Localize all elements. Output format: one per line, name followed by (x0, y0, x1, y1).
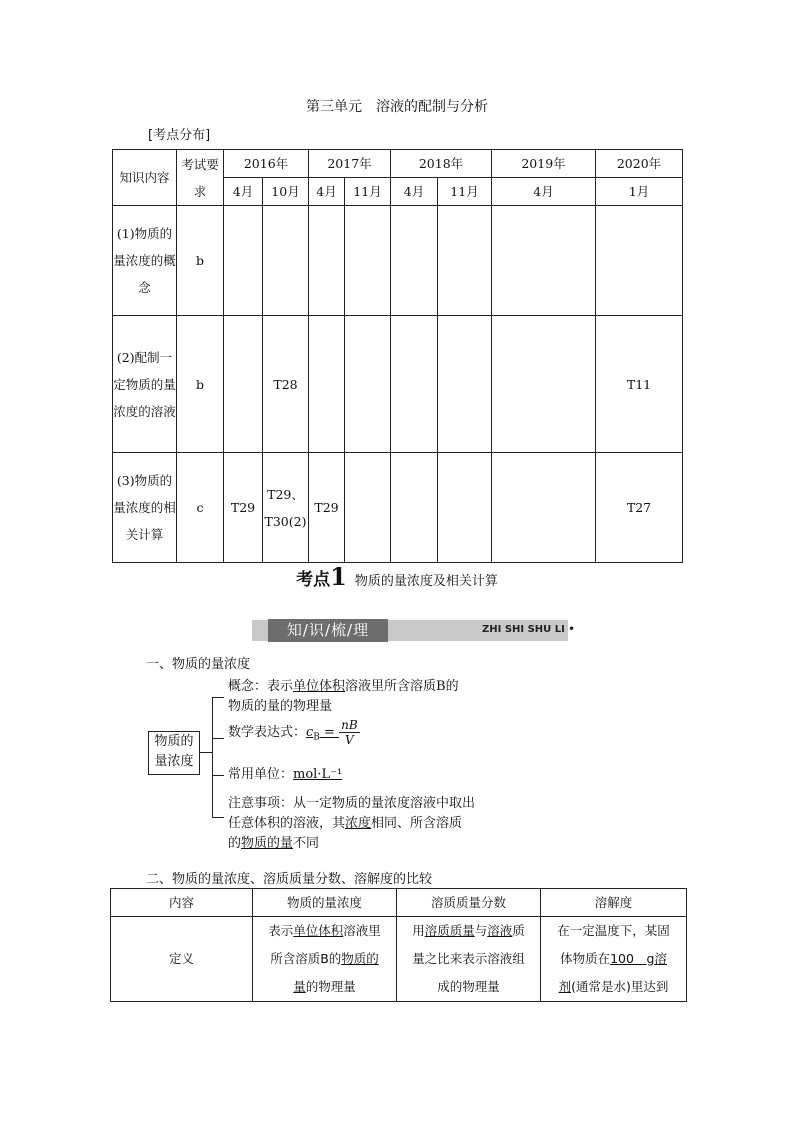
cell-line (397, 917, 540, 945)
page-title: 第三单元 溶液的配制与分析 (306, 99, 488, 115)
cell-line (253, 973, 396, 1001)
formula-numerator: nB (341, 718, 358, 732)
brace-tick (212, 775, 224, 776)
underlined-text: 100 g (610, 951, 655, 966)
brace-tick (212, 738, 224, 739)
formula (306, 718, 360, 747)
table-header-row (113, 150, 683, 178)
definition-cell (541, 917, 687, 1002)
header-year: 2020年 (596, 150, 683, 178)
table-row (113, 206, 683, 316)
header-month: 11月 (438, 178, 492, 206)
brace-tick (212, 817, 224, 818)
formula-c: c (306, 725, 314, 740)
text: 与 (474, 923, 488, 938)
kaodian-heading (0, 562, 794, 591)
table-cell (391, 453, 438, 563)
comparison-table (110, 888, 687, 1002)
table-cell: T27 (596, 453, 683, 563)
header-cell: 溶质质量分数 (397, 889, 541, 917)
table-cell (224, 316, 263, 453)
table-row (113, 316, 683, 453)
table-cell (345, 316, 391, 453)
table-cell: T29 (224, 453, 263, 563)
unit-label: 常用单位： (228, 767, 294, 782)
table-row (113, 453, 683, 563)
header-cell: 内容 (111, 889, 253, 917)
kaodian-number: 1 (330, 562, 347, 591)
brace-line (212, 697, 213, 817)
cell-line: 成的物理量 (437, 979, 500, 994)
formula-line (228, 718, 360, 748)
header-year: 2017年 (309, 150, 391, 178)
header-cell: 溶解度 (541, 889, 687, 917)
underlined-text: 物质的量 (241, 836, 294, 851)
concept-box: 物质的量浓度 (148, 731, 200, 775)
concept-line-2: 物质的量的物理量 (228, 699, 333, 714)
text: 所含溶质B的 (270, 951, 342, 966)
text: 用 (412, 923, 425, 938)
header-month: 1月 (596, 178, 683, 206)
formula-fraction (339, 718, 360, 747)
unit-value: mol·L⁻¹ (293, 767, 343, 782)
header-month: 11月 (345, 178, 391, 206)
note-line-2 (228, 814, 462, 834)
cell-line (541, 973, 686, 1001)
underlined-text: 溶液 (487, 923, 513, 938)
formula-label: 数学表达式： (228, 725, 307, 740)
note-line-1: 注意事项：从一定物质的量浓度溶液中取出 (228, 796, 476, 811)
header-month: 10月 (263, 178, 309, 206)
header-month: 4月 (492, 178, 596, 206)
section-title: 一、物质的量浓度 (146, 657, 251, 672)
table-cell (438, 316, 492, 453)
table-row (111, 917, 687, 1002)
requirement-cell: b (177, 316, 224, 453)
note-line-3 (228, 834, 319, 854)
kaodian-text: 物质的量浓度及相关计算 (354, 574, 498, 589)
table-cell: T28 (263, 316, 309, 453)
header-month: 4月 (224, 178, 263, 206)
cell-line (253, 945, 396, 973)
table-cell (391, 316, 438, 453)
distribution-label: [考点分布] (148, 128, 211, 143)
cell-line (541, 945, 686, 973)
text: 任意体积的溶液，其 (228, 816, 346, 831)
table-cell (309, 206, 345, 316)
table-header-row (111, 889, 687, 917)
header-year: 2019年 (492, 150, 596, 178)
text: 概念：表示 (228, 679, 294, 694)
table-cell: T11 (596, 316, 683, 453)
table-cell: T29 (309, 453, 345, 563)
header-cell: 物质的量浓度 (253, 889, 397, 917)
text: 的物理量 (305, 979, 356, 994)
banner-title: 知/识/梳/理 (268, 619, 388, 642)
cell-line: 量之比来表示溶液组 (412, 951, 525, 966)
concept-line (228, 677, 459, 697)
header-year: 2018年 (391, 150, 492, 178)
header-month: 4月 (391, 178, 438, 206)
exam-distribution-table (112, 149, 683, 563)
requirement-cell: b (177, 206, 224, 316)
formula-sub: B (313, 732, 320, 743)
text: 质 (512, 923, 525, 938)
definition-cell (397, 917, 541, 1002)
definition-cell (253, 917, 397, 1002)
table-cell: T29、T30(2) (263, 453, 309, 563)
underlined-text: 溶质质量 (424, 923, 475, 938)
formula-eq: = (319, 725, 340, 740)
table-cell (438, 453, 492, 563)
table-cell (438, 206, 492, 316)
table-cell (263, 206, 309, 316)
knowledge-cell: (2)配制一定物质的量浓度的溶液 (113, 316, 177, 453)
table-cell (309, 316, 345, 453)
cell-line (253, 917, 396, 945)
brace-connector (199, 752, 212, 753)
table-cell (345, 206, 391, 316)
row-label: 定义 (111, 917, 253, 1002)
header-knowledge: 知识内容 (113, 150, 177, 206)
text: (通常是水)里达到 (571, 979, 669, 994)
knowledge-cell: (1)物质的量浓度的概念 (113, 206, 177, 316)
underlined-text: 单位体积 (293, 679, 346, 694)
table-cell (391, 206, 438, 316)
text: 表示 (268, 923, 294, 938)
text: 相同、所含溶质 (371, 816, 463, 831)
text: 溶液里 (343, 923, 381, 938)
section-title: 二、物质的量浓度、溶质质量分数、溶解度的比较 (146, 872, 433, 887)
table-cell (224, 206, 263, 316)
header-year: 2016年 (224, 150, 309, 178)
text: 的 (228, 836, 242, 851)
formula-denominator: V (345, 733, 354, 747)
underlined-text: 物质的 (341, 951, 379, 966)
underlined-text: 量 (293, 979, 306, 994)
table-cell (492, 453, 596, 563)
underlined-text: 浓度 (345, 816, 372, 831)
brace-tick (212, 697, 224, 698)
text: 体物质在 (560, 951, 611, 966)
cell-line: 在一定温度下，某固 (557, 923, 670, 938)
table-cell (492, 206, 596, 316)
requirement-cell: c (177, 453, 224, 563)
underlined-text: 溶 (654, 951, 667, 966)
header-requirement: 考试要求 (177, 150, 224, 206)
banner-subtitle: ZHI SHI SHU LI • (482, 624, 575, 635)
underlined-text: 单位体积 (293, 923, 344, 938)
unit-line (228, 765, 342, 785)
table-cell (596, 206, 683, 316)
text: 溶液里所含溶质B的 (345, 679, 459, 694)
header-month: 4月 (309, 178, 345, 206)
kaodian-word: 考点 (296, 570, 331, 590)
underlined-text: 剂 (558, 979, 572, 994)
table-cell (345, 453, 391, 563)
table-cell (492, 316, 596, 453)
text: 不同 (293, 836, 320, 851)
knowledge-cell: (3)物质的量浓度的相关计算 (113, 453, 177, 563)
